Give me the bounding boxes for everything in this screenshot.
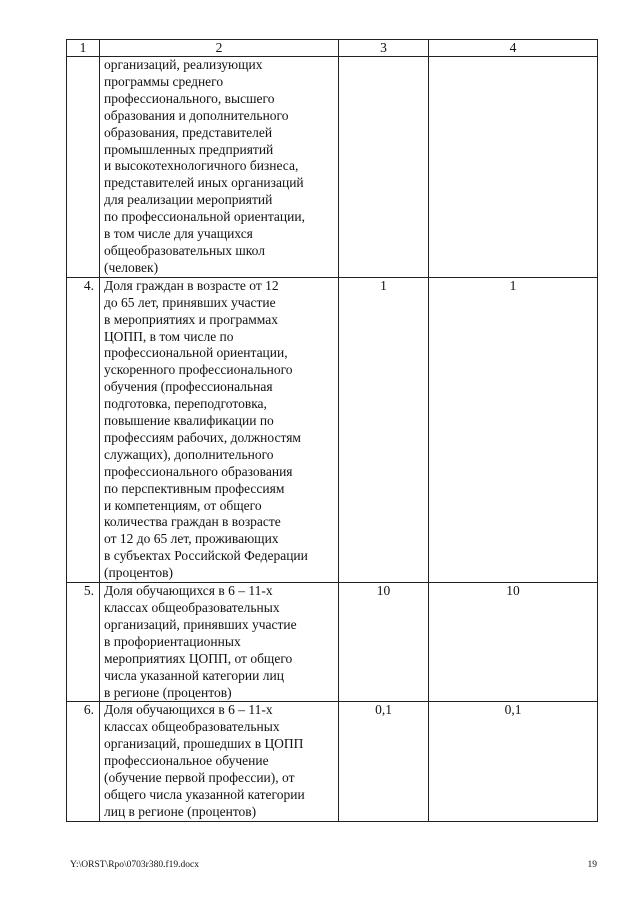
description-line: по профессиональной ориентации, bbox=[104, 209, 305, 225]
description-line: до 65 лет, принявших участие bbox=[104, 294, 276, 310]
description-line: профессиональное обучение bbox=[104, 753, 269, 769]
description-line: профессиям рабочих, должностям bbox=[104, 429, 301, 445]
description-line: образования и дополнительного bbox=[104, 107, 289, 123]
description-line: (человек) bbox=[104, 259, 159, 275]
footer-file-path: Y:\ORST\Rpo\0703r380.f19.docx bbox=[70, 860, 199, 870]
description-line: количества граждан в возрасте bbox=[104, 514, 281, 530]
description-line: организаций, реализующих bbox=[104, 57, 263, 72]
description-line: общего числа указанной категории bbox=[104, 786, 305, 802]
description-line: Доля граждан в возрасте от 12 bbox=[104, 277, 279, 293]
indicator-description bbox=[100, 702, 339, 821]
description-line: в том числе для учащихся bbox=[104, 226, 253, 242]
description-line: профессиональной ориентации, bbox=[104, 345, 288, 361]
description-line: для реализации мероприятий bbox=[104, 192, 273, 208]
description-line: по перспективным профессиям bbox=[104, 480, 285, 496]
table-header-row bbox=[67, 40, 598, 57]
description-line: и компетенциям, от общего bbox=[104, 497, 262, 513]
value-col-4: 1 bbox=[429, 277, 598, 582]
description-line: Доля обучающихся в 6 – 11-х bbox=[104, 583, 273, 599]
header-col-4: 4 bbox=[429, 40, 598, 57]
description-line: обучения (профессиональная bbox=[104, 379, 273, 395]
description-line: представителей иных организаций bbox=[104, 175, 304, 191]
indicator-description bbox=[100, 57, 339, 278]
description-line: профессионального образования bbox=[104, 463, 293, 479]
description-line: классах общеобразовательных bbox=[104, 719, 280, 735]
description-line: (процентов) bbox=[104, 565, 174, 581]
description-line: ЦОПП, в том числе по bbox=[104, 328, 234, 344]
description-line: мероприятиях ЦОПП, от общего bbox=[104, 650, 293, 666]
description-line: и высокотехнологичного бизнеса, bbox=[104, 158, 299, 174]
description-line: в профориентационных bbox=[104, 633, 241, 649]
description-line: от 12 до 65 лет, проживающих bbox=[104, 531, 279, 547]
row-number: 5. bbox=[67, 583, 100, 702]
value-col-4: 0,1 bbox=[429, 702, 598, 821]
value-col-3: 10 bbox=[339, 583, 429, 702]
value-col-4 bbox=[429, 57, 598, 278]
description-line: (обучение первой профессии), от bbox=[104, 770, 295, 786]
description-line: в мероприятиях и программах bbox=[104, 311, 278, 327]
description-line: лиц в регионе (процентов) bbox=[104, 803, 257, 819]
value-col-3: 1 bbox=[339, 277, 429, 582]
description-line: служащих), дополнительного bbox=[104, 446, 274, 462]
description-line: Доля обучающихся в 6 – 11-х bbox=[104, 702, 273, 718]
description-line: организаций, принявших участие bbox=[104, 616, 297, 632]
description-line: промышленных предприятий bbox=[104, 141, 274, 157]
indicators-table bbox=[66, 39, 598, 822]
value-col-4: 10 bbox=[429, 583, 598, 702]
table-row bbox=[67, 57, 598, 278]
header-col-3: 3 bbox=[339, 40, 429, 57]
table-body bbox=[67, 40, 598, 822]
row-number: 4. bbox=[67, 277, 100, 582]
description-line: классах общеобразовательных bbox=[104, 600, 280, 615]
description-line: в регионе (процентов) bbox=[104, 684, 232, 700]
description-line: программы среднего bbox=[104, 73, 224, 89]
indicator-description bbox=[100, 277, 339, 582]
footer-page-number: 19 bbox=[587, 860, 597, 870]
description-line: в субъектах Российской Федерации bbox=[104, 548, 308, 564]
table-row bbox=[67, 277, 598, 582]
table-row bbox=[67, 583, 598, 702]
table-row bbox=[67, 702, 598, 821]
header-col-1: 1 bbox=[67, 40, 100, 57]
description-line: образования, представителей bbox=[104, 124, 273, 140]
description-line: числа указанной категории лиц bbox=[104, 667, 284, 683]
value-col-3: 0,1 bbox=[339, 702, 429, 821]
description-line: организаций, прошедших в ЦОПП bbox=[104, 736, 304, 752]
row-number: 6. bbox=[67, 702, 100, 821]
description-line: ускоренного профессионального bbox=[104, 362, 293, 378]
description-line: подготовка, переподготовка, bbox=[104, 396, 267, 412]
value-col-3 bbox=[339, 57, 429, 278]
header-col-2: 2 bbox=[100, 40, 339, 57]
description-line: общеобразовательных школ bbox=[104, 242, 265, 258]
indicator-description bbox=[100, 583, 339, 702]
row-number bbox=[67, 57, 100, 278]
description-line: профессионального, высшего bbox=[104, 90, 275, 106]
description-line: повышение квалификации по bbox=[104, 413, 274, 429]
